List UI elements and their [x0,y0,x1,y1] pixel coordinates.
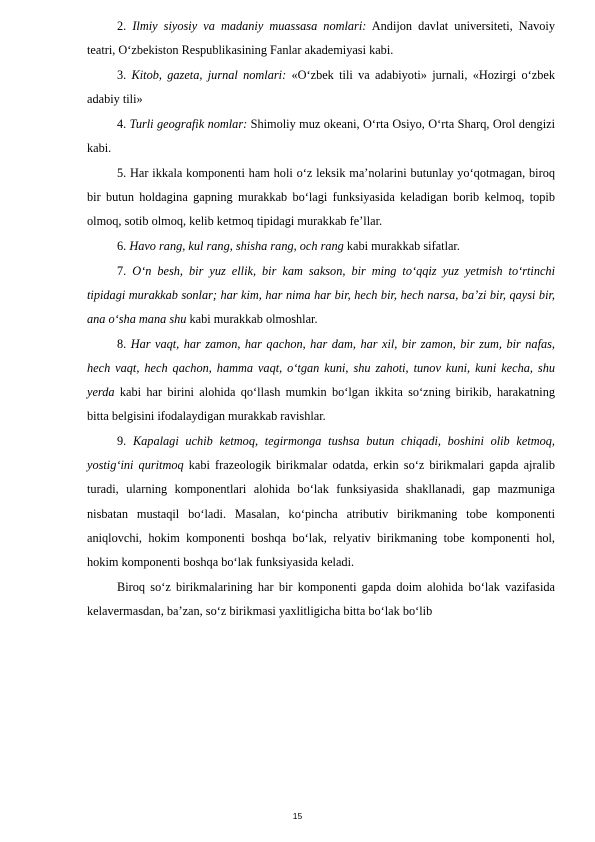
paragraph-item-5 [87,161,555,234]
paragraph-item-7 [87,259,555,332]
paragraph-item-8 [87,332,555,429]
paragraph-number: 6. [117,238,127,253]
paragraph-text: Shimoliy muz okeani, O‘rta Osiyo, O‘rta Sharq, Orol dengizi kabi. [87,116,555,156]
paragraph-text: kabi murakkab olmoshlar. [186,311,318,326]
paragraph-italic: Turli geografik nomlar: [129,116,248,131]
paragraph-text: kabi frazeologik birikmalar odatda, erkin so‘z birikmalari gapda ajralib turadi, ularning komponentlari alohida bo‘lak funksiyasida shakllanadi, gap mazmuniga nisbatan mustaqil bo‘ladi. Masalan, ko‘pincha atributiv birikmaning tobe komponenti aniqlovchi, hokim komponenti boshqa bo‘lak, relyativ birikmaning tobe komponenti hol, hokim komponenti boshqa bo‘lak funksiyasida keladi. [87,458,555,569]
paragraph-text: kabi murakkab sifatlar. [343,238,460,253]
paragraph-number: 9. [117,433,127,448]
paragraph-number: 8. [117,336,127,351]
paragraph-number: 3. [117,67,127,82]
document-page [87,14,555,623]
paragraph-text: Andijon davlat universiteti, Navoiy teatri, O‘zbekiston Respublikasining Fanlar akademiyasi kabi. [87,19,555,58]
page-number: 15 [292,811,303,821]
paragraph-number: 4. [117,116,127,131]
paragraph-text: «O‘zbek tili va adabiyoti» jurnali, «Hozirgi o‘zbek adabiy tili» [87,67,555,107]
paragraph-text: kabi har birini alohida qo‘llash mumkin bo‘lgan ikkita so‘zning birikib, harakatning bitta belgisini ifodalaydigan murakkab ravishlar. [87,385,555,424]
paragraph-text: Biroq so‘z birikmalarining har bir komponenti gapda doim alohida bo‘lak vazifasida kelavermasdan, ba’zan, so‘z birikmasi yaxlitligicha bitta bo‘lak bo‘lib [87,579,555,618]
paragraph-italic: O‘n besh, bir yuz ellik, bir kam sakson, bir ming to‘qqiz yuz yetmish to‘rtinchi tipidagi murakkab sonlar; har kim, har nima har bir, hech bir, hech narsa, ba’zi bir, qaysi bir, ana o‘sha mana shu [87,263,556,326]
paragraph-number: 7. [117,263,127,278]
paragraph-number: 2. [117,19,127,33]
paragraph-continuation [87,575,555,623]
paragraph-item-6 [87,234,555,258]
paragraph-number: 5. [117,165,127,180]
paragraph-italic: Havo rang, kul rang, shisha rang, och rang [129,238,344,253]
paragraph-italic: Ilmiy siyosiy va madaniy muassasa nomlari: [132,19,367,33]
paragraph-italic: Kapalagi uchib ketmoq, tegirmonga tushsa butun chiqadi, boshini olib ketmoq, yostig‘ini quritmoq [87,433,555,473]
paragraph-item-2 [87,14,555,62]
paragraph-text: Har ikkala komponenti ham holi o‘z leksik ma’nolarini butunlay yo‘qotmagan, biroq bir butun holdagina gapning murakkab bo‘lagi funksiyasida keladigan borib kelmoq, topib olmoq, sotib olmoq, kelib ketmoq tipidagi murakkab fe’llar. [87,165,555,229]
paragraph-italic: Kitob, gazeta, jurnal nomlari: [131,67,287,82]
paragraph-item-4 [87,112,555,160]
paragraph-item-3 [87,63,555,111]
paragraph-item-9 [87,429,555,574]
paragraph-italic: Har vaqt, har zamon, har qachon, har dam, har xil, bir zamon, bir zum, bir nafas, hech vaqt, hech qachon, hamma vaqt, o‘tgan kuni, shu zahoti, tunov kuni, kuni kecha, shu yerda [87,336,555,400]
